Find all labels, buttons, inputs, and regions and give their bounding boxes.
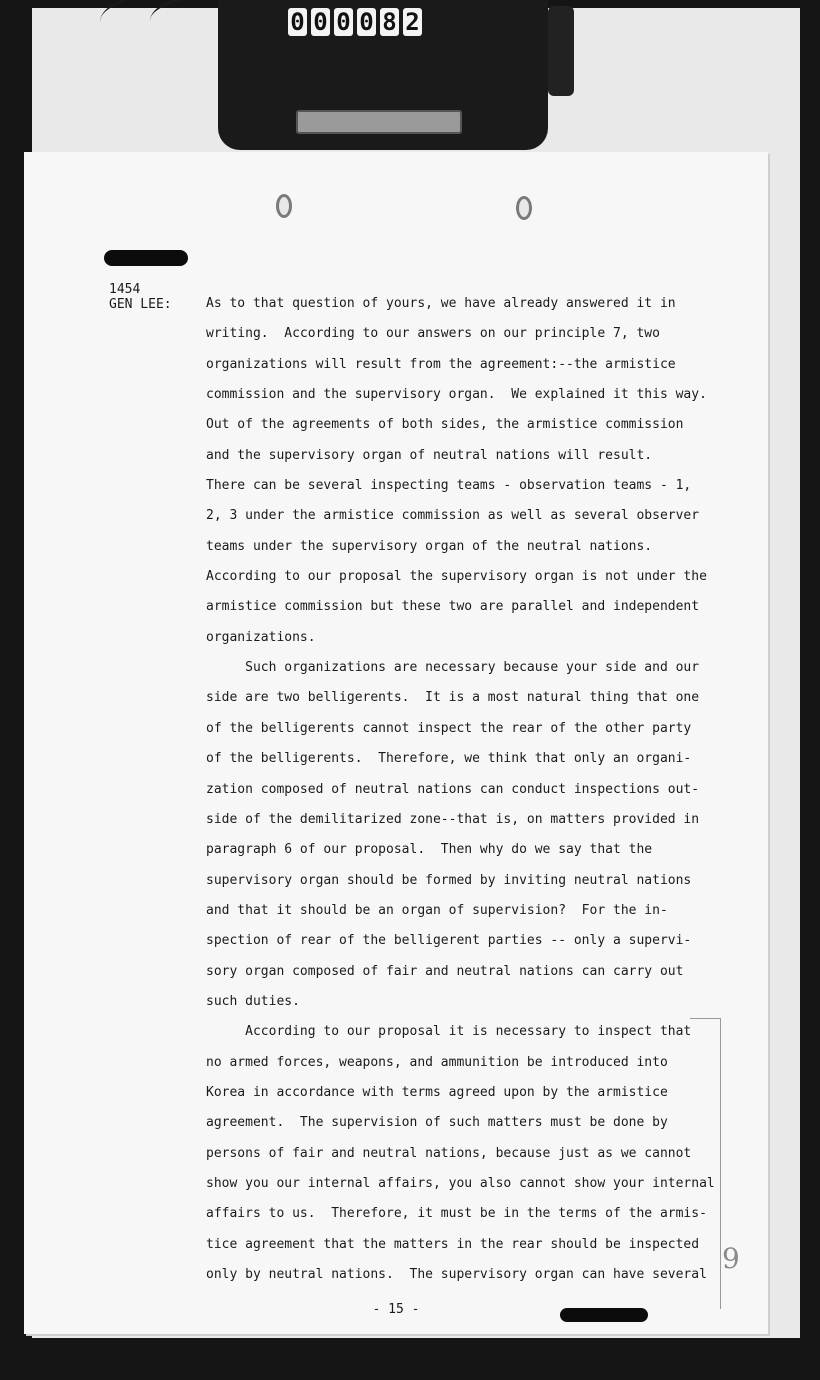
text-line: writing. According to our answers on our principle 7, two — [206, 326, 660, 342]
body-text — [206, 289, 726, 1290]
text-line: persons of fair and neutral nations, because just as we cannot — [206, 1145, 692, 1161]
text-line: of the belligerents cannot inspect the rear of the other party — [206, 720, 692, 736]
text-line: and that it should be an organ of supervision? For the in- — [206, 902, 668, 918]
text-line: According to our proposal the supervisory organ is not under the — [206, 569, 707, 585]
counter-digit: 8 — [380, 8, 399, 36]
text-line: paragraph 6 of our proposal. Then why do we say that the — [206, 842, 653, 858]
text-line: organizations. — [206, 629, 316, 645]
speaker-label: GEN LEE: — [109, 297, 172, 312]
margin-annotation: 9 — [722, 1242, 740, 1275]
redaction-mark — [104, 250, 188, 266]
punch-hole — [276, 194, 292, 218]
text-line: such duties. — [206, 993, 300, 1009]
text-line: As to that question of yours, we have already answered it in — [206, 296, 676, 311]
counter-plate — [296, 110, 462, 134]
punch-hole — [516, 196, 532, 220]
text-line: Out of the agreements of both sides, the armistice commission — [206, 417, 684, 433]
margin-bracket — [690, 1018, 721, 1309]
page-reference: 1454 — [109, 282, 141, 297]
text-line: Korea in accordance with terms agreed upon by the armistice — [206, 1084, 668, 1100]
counter-digit: 2 — [403, 8, 422, 36]
text-line: There can be several inspecting teams - observation teams - 1, — [206, 478, 692, 494]
text-line: According to our proposal it is necessary to inspect that — [206, 1024, 692, 1040]
frame-counter — [288, 8, 422, 36]
text-line: affairs to us. Therefore, it must be in the terms of the armis- — [206, 1206, 707, 1222]
counter-knob — [548, 6, 574, 96]
text-line: commission and the supervisory organ. We explained it this way. — [206, 387, 707, 403]
text-line: no armed forces, weapons, and ammunition be introduced into — [206, 1054, 668, 1070]
counter-digit: 0 — [334, 8, 353, 36]
text-line: sory organ composed of fair and neutral nations can carry out — [206, 963, 684, 979]
counter-digit: 0 — [311, 8, 330, 36]
text-line: only by neutral nations. The supervisory organ can have several — [206, 1267, 707, 1282]
counter-digit: 0 — [357, 8, 376, 36]
text-line: supervisory organ should be formed by inviting neutral nations — [206, 872, 692, 888]
text-line: Such organizations are necessary because your side and our — [206, 660, 700, 676]
text-line: teams under the supervisory organ of the neutral nations. — [206, 538, 653, 554]
text-line: side of the demilitarized zone--that is, on matters provided in — [206, 811, 700, 827]
text-line: and the supervisory organ of neutral nations will result. — [206, 447, 653, 463]
document-page — [24, 152, 768, 1334]
text-line: 2, 3 under the armistice commission as well as several observer — [206, 508, 700, 524]
text-line: show you our internal affairs, you also cannot show your internal — [206, 1175, 715, 1191]
text-line: organizations will result from the agreement:--the armistice — [206, 356, 676, 372]
page-folio: - 15 - — [372, 1302, 420, 1317]
counter-digit: 0 — [288, 8, 307, 36]
text-line: of the belligerents. Therefore, we think that only an organi- — [206, 751, 692, 767]
text-line: agreement. The supervision of such matters must be done by — [206, 1115, 668, 1131]
text-line: side are two belligerents. It is a most natural thing that one — [206, 690, 700, 706]
text-line: armistice commission but these two are parallel and independent — [206, 599, 700, 615]
text-line: tice agreement that the matters in the rear should be inspected — [206, 1236, 700, 1252]
text-line: zation composed of neutral nations can conduct inspections out- — [206, 781, 700, 797]
text-line: spection of rear of the belligerent parties -- only a supervi- — [206, 933, 692, 949]
